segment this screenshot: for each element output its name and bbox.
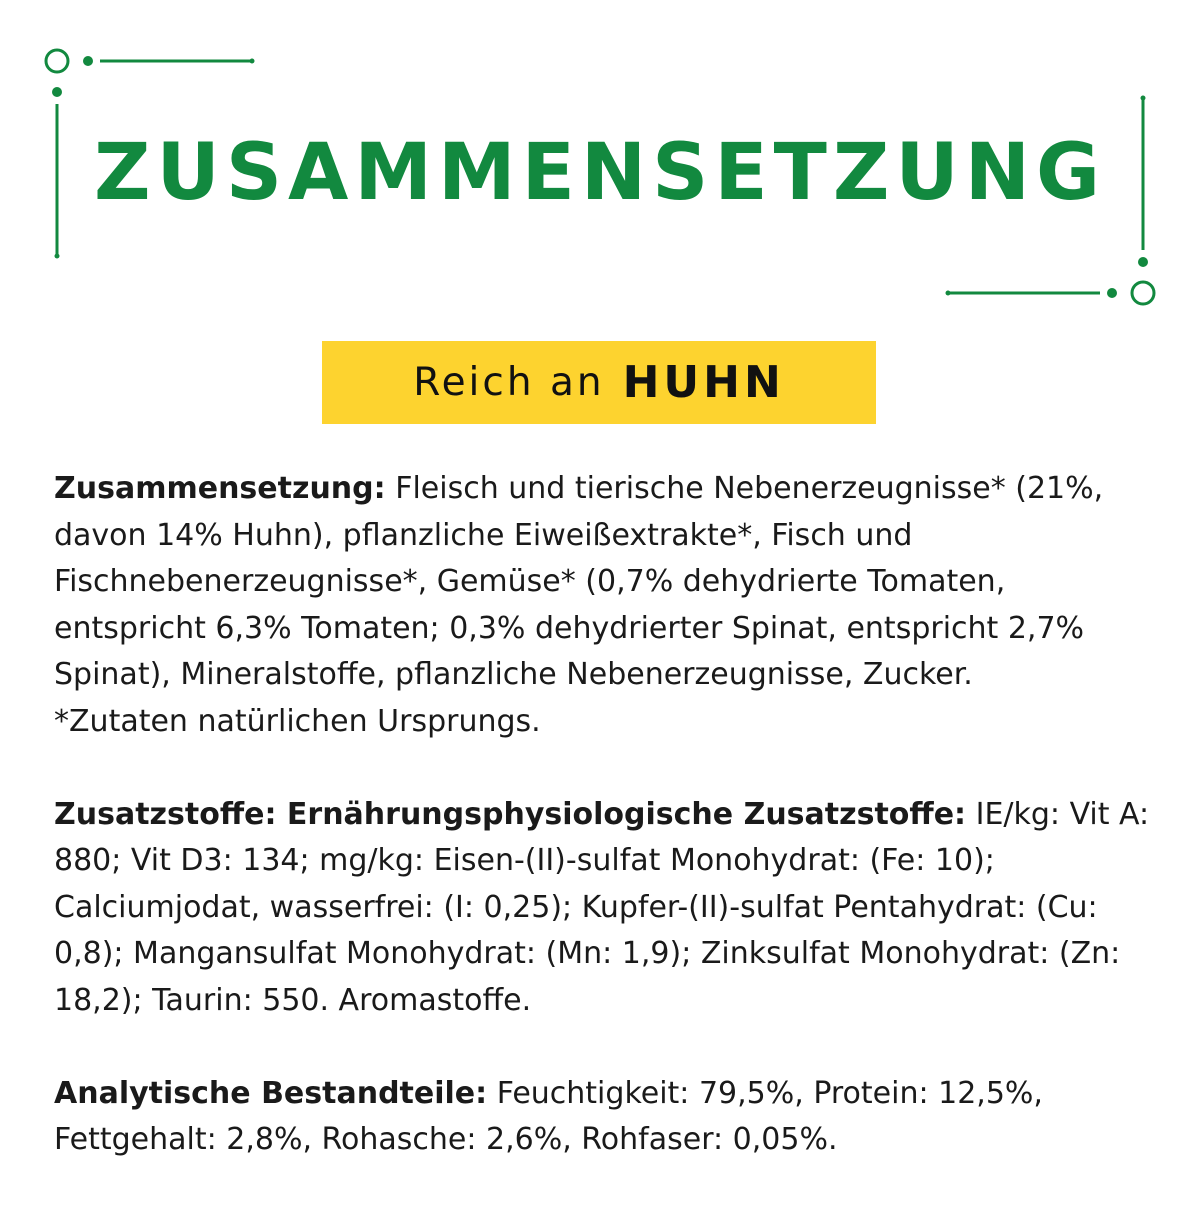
analytical-paragraph (54, 1071, 1154, 1164)
additives-label: Zusatzstoffe: Ernährungsphysiologische Zusatzstoffe: (54, 796, 967, 832)
ring-icon (46, 50, 68, 72)
dot-icon (52, 87, 62, 97)
dot-icon (83, 56, 93, 66)
highlight-badge (322, 341, 876, 424)
analytical-text: Feuchtigkeit: 79,5%, Protein: 12,5%, Fettgehalt: 2,8%, Rohasche: 2,6%, Rohfaser: 0,05%. (54, 1075, 1043, 1157)
badge-strong-text: HUHN (622, 357, 785, 408)
composition-text: Fleisch und tierische Nebenerzeugnisse* (21%, davon 14% Huhn), pflanzliche Eiweißextrakte*, Fisch und Fischnebenerzeugnisse*, Gemüse* (0,7% dehydrierte Tomaten, entspricht 6,3% Tomaten; 0,3% dehydrierter Spinat, entspricht 2,7% Spinat), Mineralstoffe, pflanzliche Nebenerzeugnisse, Zucker. (54, 471, 1104, 692)
composition-label: Zusammensetzung: (54, 471, 386, 506)
additives-text: IE/kg: Vit A: 880; Vit D3: 134; mg/kg: Eisen-(II)-sulfat Monohydrat: (Fe: 10); Calciumjodat, wasserfrei: (I: 0,25); Kupfer-(II)-sulfat Pentahydrat: (Cu: 0,8); Mangansulfat Monohydrat: (Mn: 1,9); Zinksulfat Monohydrat: (Zn: 18,2); Taurin: 550. Aromastoffe. (54, 796, 1150, 1018)
dot-icon (1138, 257, 1148, 267)
composition-footnote: *Zutaten natürlichen Ursprungs. (54, 703, 541, 739)
ingredients-content (54, 466, 1154, 1210)
composition-paragraph (54, 466, 1154, 745)
additives-paragraph (54, 792, 1154, 1025)
page-title: ZUSAMMENSETZUNG (93, 128, 1107, 218)
ring-icon (1132, 282, 1154, 304)
analytical-label: Analytische Bestandteile: (54, 1075, 488, 1111)
badge-lead-text: Reich an (413, 360, 605, 405)
dot-icon (1107, 288, 1117, 298)
